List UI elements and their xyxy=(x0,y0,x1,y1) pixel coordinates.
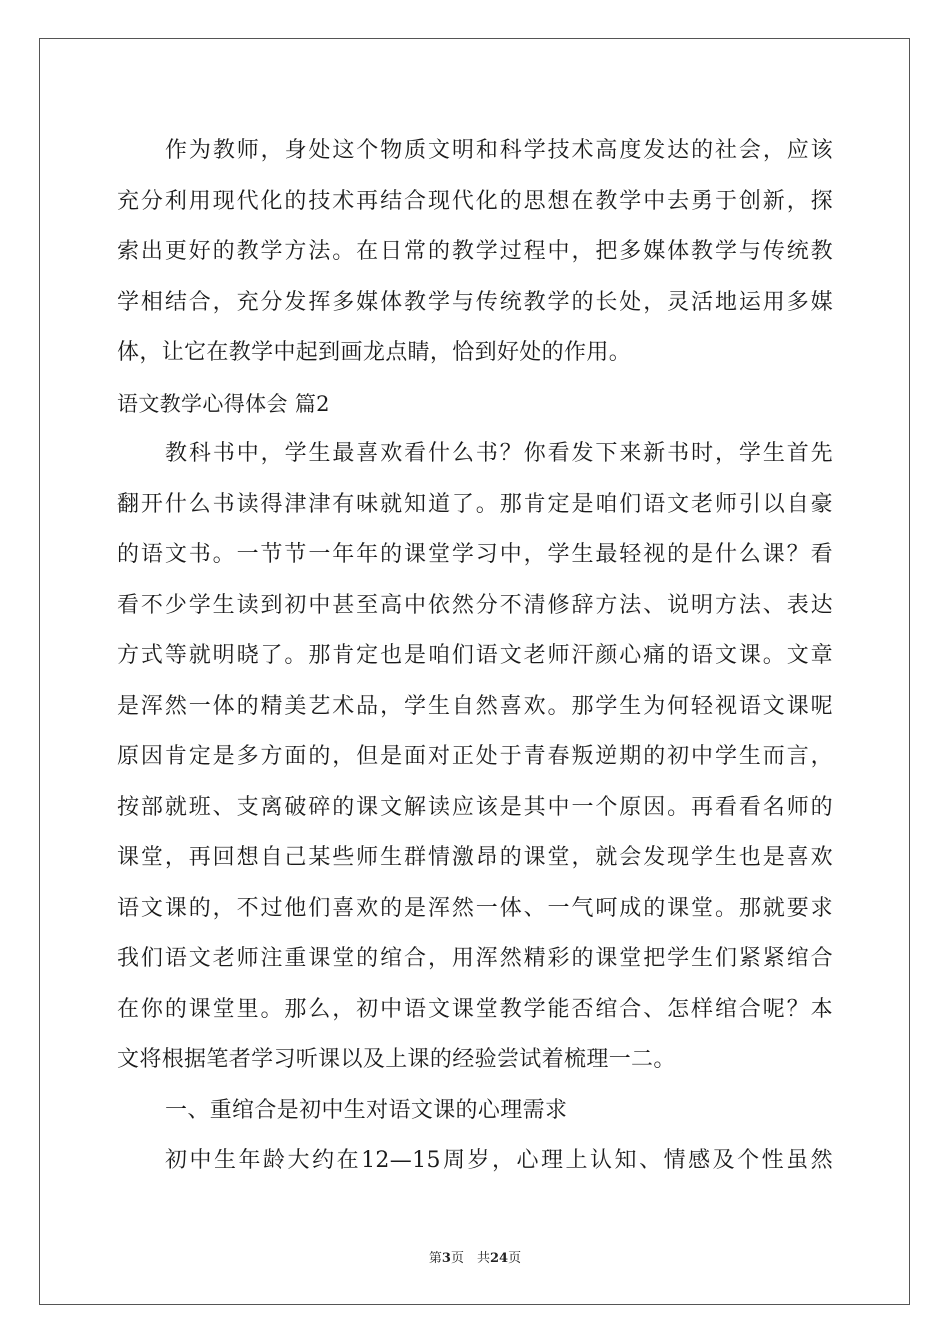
text-line: 在你的课堂里。那么，初中语文课堂教学能否绾合、怎样绾合呢？本 xyxy=(117,996,833,1022)
text-line: 课堂，再回想自己某些师生群情激昂的课堂，就会发现学生也是喜欢 xyxy=(117,845,833,870)
total-pages-number: 24 xyxy=(489,1251,509,1266)
text-line: 看不少学生读到初中甚至高中依然分不清修辞方法、说明方法、表达 xyxy=(117,592,833,618)
subsection-heading: 一、重绾合是初中生对语文课的心理需求 xyxy=(165,1097,568,1123)
section-heading: 语文教学心得体会 篇2 xyxy=(117,391,330,416)
text-line: 教科书中，学生最喜欢看什么书？你看发下来新书时，学生首先 xyxy=(165,441,833,466)
current-page-number: 3 xyxy=(441,1251,451,1266)
text-line: 语文课的，不过他们喜欢的是浑然一体、一气呵成的课堂。那就要求 xyxy=(117,895,833,921)
text-line: 索出更好的教学方法。在日常的教学过程中，把多媒体教学与传统教 xyxy=(117,239,833,264)
page-footer xyxy=(0,1247,950,1266)
text-line: 我们语文老师注重课堂的绾合，用浑然精彩的课堂把学生们紧紧绾合 xyxy=(117,946,833,971)
text-line: 方式等就明晓了。那肯定也是咱们语文老师汗颜心痛的语文课。文章 xyxy=(117,643,833,668)
text-line: 体，让它在教学中起到画龙点睛，恰到好处的作用。 xyxy=(117,340,632,365)
text-line: 原因肯定是多方面的，但是面对正处于青春叛逆期的初中学生而言， xyxy=(117,744,833,769)
text-line: 是浑然一体的精美艺术品，学生自然喜欢。那学生为何轻视语文课呢 xyxy=(117,693,833,719)
text-line: 文将根据笔者学习听课以及上课的经验尝试着梳理一二。 xyxy=(117,1047,676,1072)
footer-suffix: 页 xyxy=(508,1251,522,1266)
text-line: 按部就班、支离破碎的课文解读应该是其中一个原因。再看看名师的 xyxy=(117,794,833,820)
text-line: 的语文书。一节节一年年的课堂学习中，学生最轻视的是什么课？看 xyxy=(117,542,833,567)
footer-middle: 页 共 xyxy=(450,1251,490,1266)
text-line: 作为教师，身处这个物质文明和科学技术高度发达的社会，应该 xyxy=(165,138,833,163)
text-line: 翻开什么书读得津津有味就知道了。那肯定是咱们语文老师引以自豪 xyxy=(117,491,833,517)
document-body xyxy=(117,126,833,1187)
text-line: 学相结合，充分发挥多媒体教学与传统教学的长处，灵活地运用多媒 xyxy=(117,289,833,315)
text-line: 充分利用现代化的技术再结合现代化的思想在教学中去勇于创新，探 xyxy=(117,188,833,214)
text-line: 初中生年龄大约在12—15周岁，心理上认知、情感及个性虽然 xyxy=(165,1148,833,1173)
footer-prefix: 第 xyxy=(428,1251,442,1266)
